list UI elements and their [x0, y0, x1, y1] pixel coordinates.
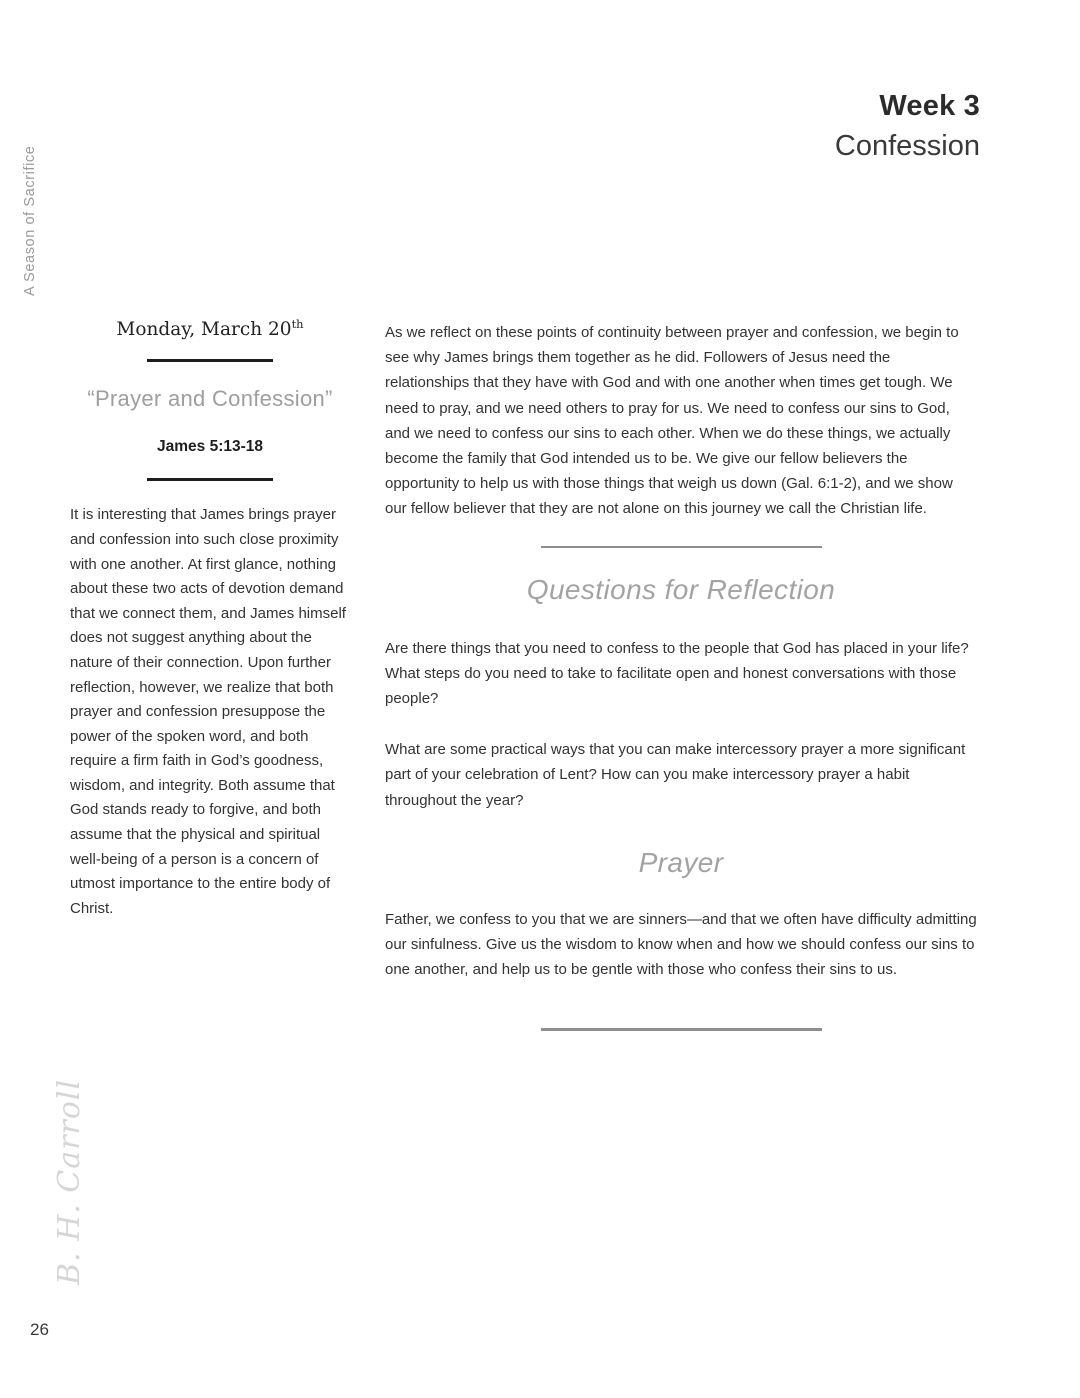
divider-rule-reflection	[541, 546, 822, 548]
scripture-reference: James 5:13-18	[157, 438, 263, 456]
week-theme: Confession	[834, 130, 980, 163]
devotion-date	[70, 318, 350, 341]
devotion-intro-paragraph: It is interesting that James brings prayer and confession into such close proximity with one another. At first glance, nothing about these two acts of devotion demand that we connect them, and James himself does not suggest anything about the nature of their connection. Upon further reflection, however, we realize that both prayer and confession presuppose the power of the spoken word, and both require a firm faith in God’s goodness, wisdom, and integrity. Both assume that God stands ready to forgive, and both assume that the physical and spiritual well-being of a person is a concern of utmost importance to the entire body of Christ.	[70, 506, 346, 917]
reflection-question: What are some practical ways that you can make intercessory prayer a more significant part of your celebration of Lent? How can you make intercessory prayer a habit throughout the year?	[385, 741, 966, 809]
series-running-head: A Season of Sacrifice	[22, 145, 38, 296]
divider-rule-bottom	[147, 478, 273, 481]
page-number: 26	[30, 1320, 49, 1339]
page-header	[480, 88, 980, 166]
devotion-date-text: Monday, March 20	[116, 319, 292, 341]
divider-rule-closing	[541, 1028, 822, 1031]
divider-rule-top	[147, 359, 273, 362]
devotion-date-ordinal: th	[291, 317, 304, 331]
reflection-heading: Questions for Reflection	[526, 573, 836, 605]
devotion-title: “Prayer and Confession”	[87, 386, 333, 412]
main-column	[385, 320, 977, 1031]
main-body-paragraph: As we reflect on these points of continuity between prayer and confession, we begin to see why James brings them together as he did. Followers of Jesus need the relationships that they have with God and with one another when times get tough. We need to pray, and we need others to pray for us. We need to confess our sins to God, and we need to confess our sins to each other. When we do these things, we actually become the family that God intended us to be. We give our fellow believers the opportunity to help us with those things that weigh us down (Gal. 6:1-2), and we show our fellow believer that they are not alone on this journey we call the Christian life.	[385, 324, 959, 518]
prayer-paragraph: Father, we confess to you that we are sinners—and that we often have difficulty admitting our sinfulness. Give us the wisdom to know when and how we should confess our sins to one another, and help us to be gentle with those who confess their sins to us.	[385, 910, 977, 979]
prayer-heading: Prayer	[638, 846, 724, 878]
author-signature-watermark: B. H. Carroll	[52, 1078, 87, 1285]
devotion-column	[70, 318, 350, 921]
reflection-question: Are there things that you need to confess to the people that God has placed in your life? What steps do you need to take to facilitate open and honest conversations with those people?	[385, 639, 969, 708]
week-label: Week 3	[879, 90, 980, 122]
